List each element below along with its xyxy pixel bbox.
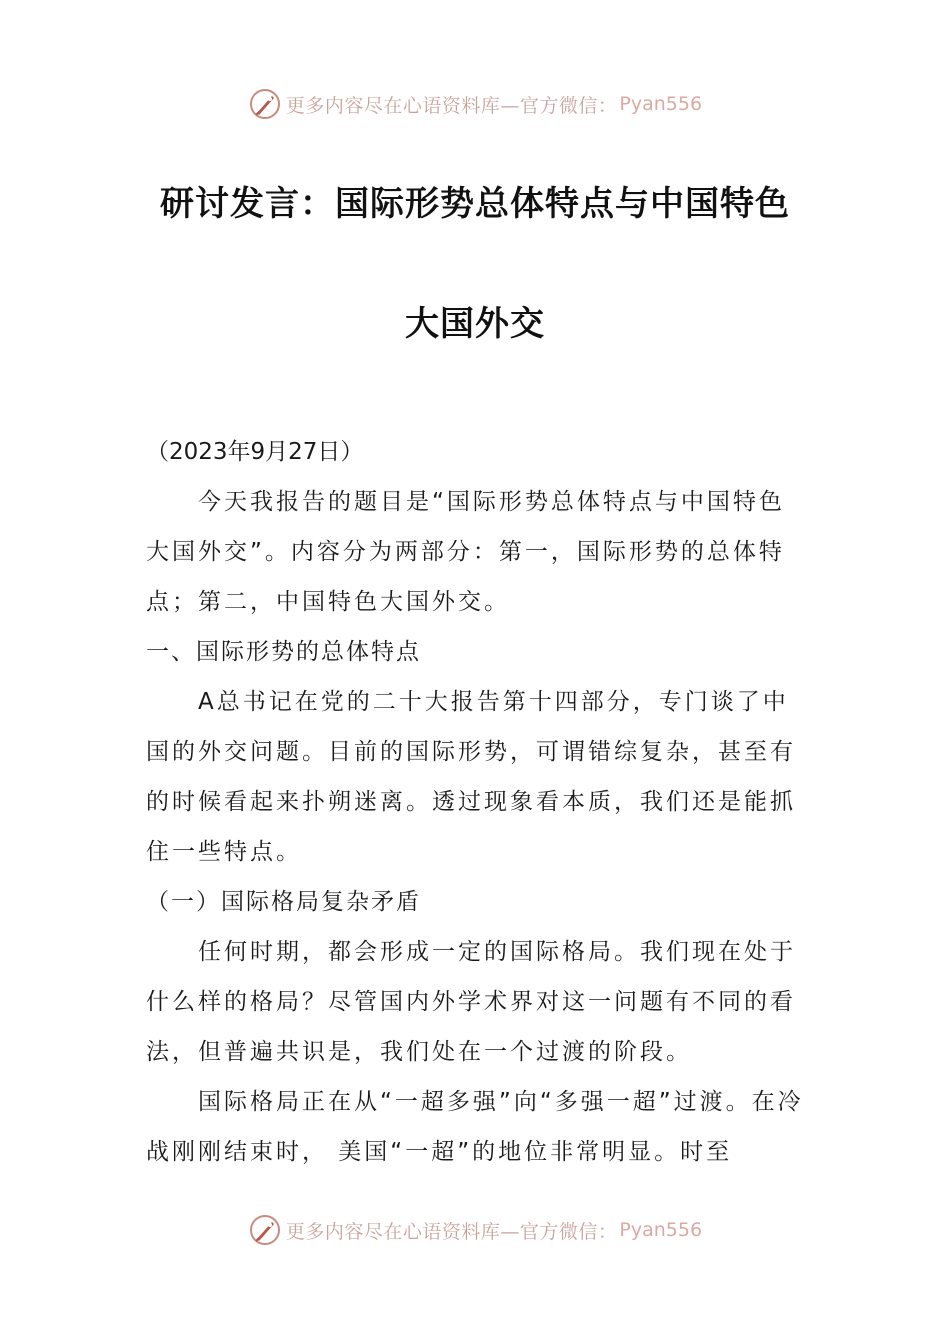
paragraph-subsection-1b: 国际格局正在从“一超多强”向“多强一超”过渡。在冷战刚刚结束时， 美国“一超”的地位非常明显。时至 (146, 1089, 804, 1165)
document-date: （2023年9月27日） (146, 439, 364, 465)
watermark-text: 更多内容尽在心语资料库—官方微信： (285, 1220, 618, 1243)
paragraph-subsection-1a: 任何时期，都会形成一定的国际格局。我们现在处于什么样的格局？尽管国内外学术界对这一问题有不同的看法，但普遍共识是，我们处在一个过渡的阶段。 (146, 939, 796, 1065)
watermark-header (0, 84, 950, 124)
quill-pen-logo-icon (248, 1213, 282, 1247)
quill-pen-logo-icon (248, 87, 282, 121)
watermark-text: 更多内容尽在心语资料库—官方微信： (285, 94, 618, 117)
document-body (146, 427, 806, 1177)
watermark-wechat-id: Pyan556 (619, 1219, 703, 1241)
paragraph-intro: 今天我报告的题目是“国际形势总体特点与中国特色大国外交”。内容分为两部分：第一，国际形势的总体特点；第二，中国特色大国外交。 (146, 489, 785, 615)
subsection-heading-1: （一）国际格局复杂矛盾 (146, 889, 421, 915)
section-heading-1: 一、国际形势的总体特点 (146, 639, 421, 665)
document-title-line-1: 研讨发言：国际形势总体特点与中国特色 (160, 184, 790, 224)
watermark-footer (0, 1210, 950, 1250)
paragraph-section-1: A总书记在党的二十大报告第十四部分，专门谈了中国的外交问题。目前的国际形势，可谓错综复杂，甚至有的时候看起来扑朔迷离。透过现象看本质，我们还是能抓住一些特点。 (146, 689, 796, 865)
watermark-wechat-id: Pyan556 (619, 93, 703, 115)
document-title-line-2: 大国外交 (405, 304, 545, 344)
